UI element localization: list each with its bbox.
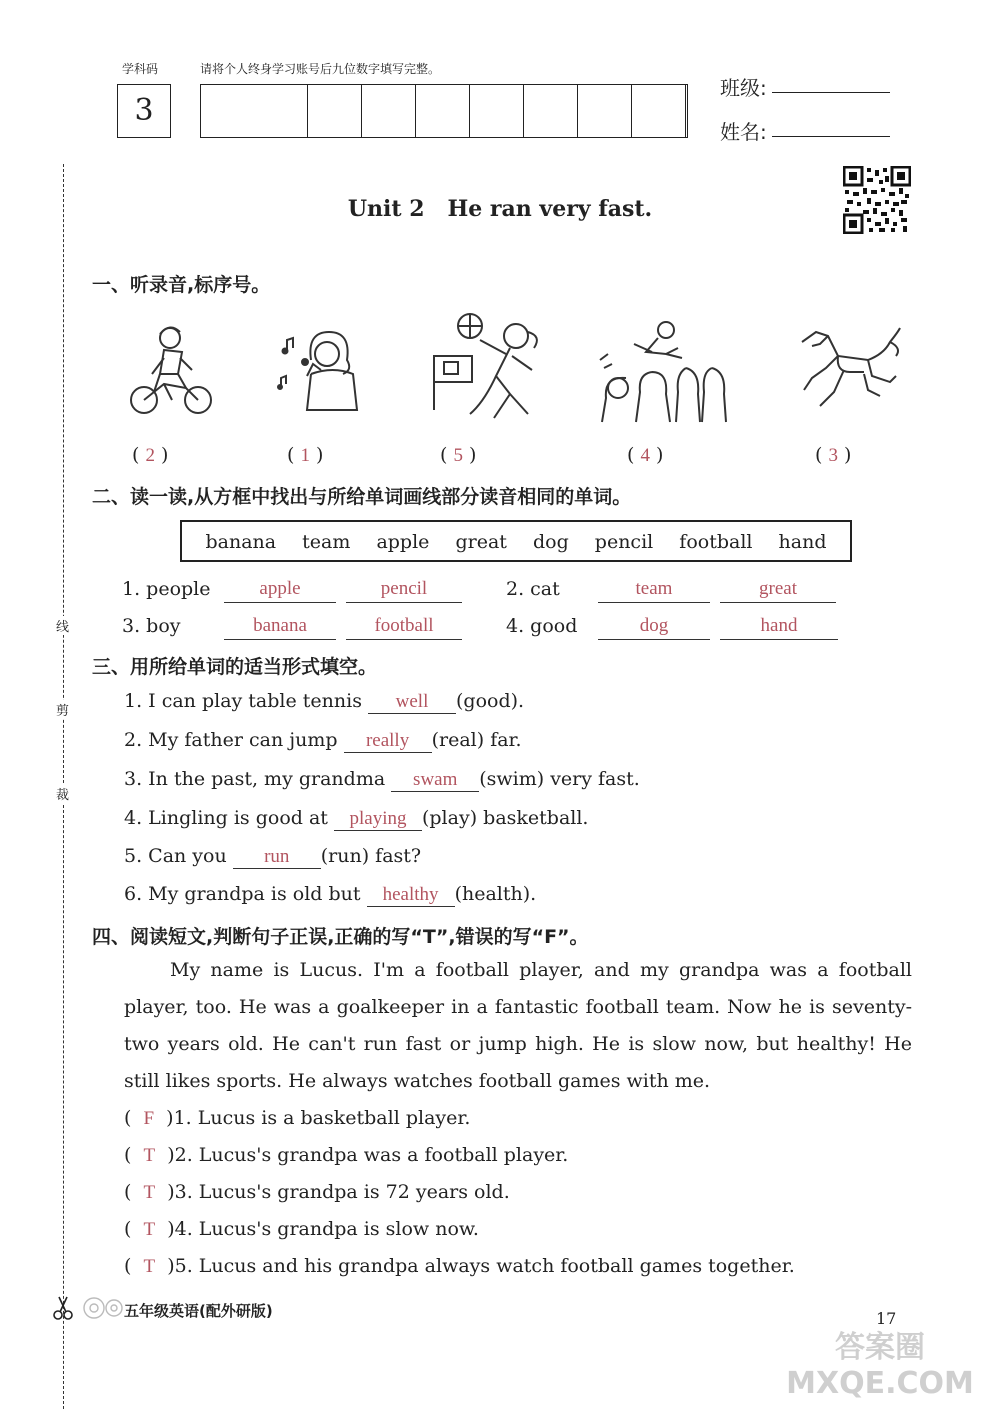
- account-digit-box[interactable]: [362, 84, 416, 138]
- judgement-answer[interactable]: F: [143, 1108, 155, 1129]
- judgement-answer[interactable]: T: [143, 1145, 156, 1166]
- class-field[interactable]: [772, 92, 890, 93]
- fill-item: 4. Lingling is good at playing (play) basketball.: [124, 807, 589, 829]
- fill-answer-field[interactable]: healthy: [367, 884, 455, 907]
- subject-code-label: 学科码: [122, 62, 159, 76]
- fill-answer-field[interactable]: run: [233, 846, 321, 869]
- phonics-answer-field[interactable]: hand: [720, 615, 838, 640]
- judgement-item: ( T )4. Lucus's grandpa is slow now.: [124, 1218, 479, 1240]
- fill-answer-field[interactable]: swam: [391, 769, 479, 792]
- picture-answer: 1: [300, 445, 310, 466]
- monkey-basketball-icon: [430, 310, 546, 426]
- phonics-answer-field[interactable]: banana: [224, 615, 336, 640]
- fill-item: 6. My grandpa is old but healthy (health).: [124, 883, 537, 905]
- subject-code-box: 3: [117, 84, 171, 138]
- picture-answer: 3: [828, 445, 838, 466]
- boy-riding-bike-icon: [124, 322, 218, 418]
- watermark: 答案圈 MXQE.COM: [786, 1330, 974, 1401]
- name-field[interactable]: [772, 136, 890, 137]
- account-digit-box[interactable]: [632, 84, 686, 138]
- fill-item: 2. My father can jump really (real) far.: [124, 729, 522, 751]
- fill-answer-field[interactable]: playing: [334, 808, 422, 831]
- account-digit-box[interactable]: [254, 84, 308, 138]
- phonics-answer-field[interactable]: football: [346, 615, 462, 640]
- word-team: team: [302, 531, 351, 553]
- judgement-item: ( T )3. Lucus's grandpa is 72 years old.: [124, 1181, 510, 1203]
- unit-title: Unit 2 He ran very fast.: [347, 196, 653, 222]
- judgement-item: ( T )5. Lucus and his grandpa always watch football games together.: [124, 1255, 795, 1277]
- picture-answer: 5: [453, 445, 463, 466]
- phonics-answer-field[interactable]: pencil: [346, 578, 462, 603]
- girl-singing-icon: [277, 326, 361, 412]
- page-number: 17: [876, 1309, 897, 1328]
- picture-answer: 2: [145, 445, 155, 466]
- jumping-over-people-icon: [596, 318, 730, 424]
- fill-item: 1. I can play table tennis well (good).: [124, 690, 525, 712]
- section2-heading: 二、读一读,从方框中找出与所给单词画线部分读音相同的单词。: [92, 486, 632, 508]
- phonics-item-label: 2. cat: [506, 578, 560, 600]
- word-hand: hand: [778, 531, 827, 553]
- judgement-item: ( T )2. Lucus's grandpa was a football player.: [124, 1144, 569, 1166]
- picture-answer: 4: [640, 445, 650, 466]
- reading-passage: My name is Lucus. I'm a football player, and my grandpa was a football player, too. He was a goalkeeper in a fantastic football team. Now he is seventy-two years old. He can't run fast or jump high. He is slow now, but healthy! He still likes sports. He always watches football games with me.: [124, 959, 912, 1092]
- fill-item: 3. In the past, my grandma swam (swim) very fast.: [124, 768, 640, 790]
- phonics-answer-field[interactable]: team: [598, 578, 710, 603]
- account-instruction: 请将个人终身学习账号后九位数字填写完整。: [200, 62, 441, 76]
- word-dog: dog: [532, 531, 569, 553]
- cut-line-char: 裁: [56, 784, 69, 803]
- name-label: 姓名:: [720, 120, 767, 144]
- class-label: 班级:: [720, 76, 767, 100]
- picture-answer-slot: ( 4 ): [627, 444, 664, 466]
- word-banana: banana: [205, 531, 277, 553]
- phonics-item-label: 4. good: [506, 615, 578, 637]
- section1-heading: 一、听录音,标序号。: [92, 274, 271, 296]
- picture-answer-slot: ( 3 ): [815, 444, 852, 466]
- word-apple: apple: [376, 531, 430, 553]
- flower-decoration-icon: [82, 1295, 126, 1321]
- judgement-item: ( F )1. Lucus is a basketball player.: [124, 1107, 471, 1129]
- phonics-answer-field[interactable]: great: [720, 578, 836, 603]
- account-digit-box[interactable]: [524, 84, 578, 138]
- word-pencil: pencil: [594, 531, 654, 553]
- account-digit-box[interactable]: [578, 84, 632, 138]
- picture-answer-slot: ( 1 ): [287, 444, 324, 466]
- section3-heading: 三、用所给单词的适当形式填空。: [92, 656, 378, 678]
- account-digit-box[interactable]: [470, 84, 524, 138]
- section4-heading: 四、阅读短文,判断句子正误,正确的写“T”,错误的写“F”。: [92, 926, 589, 948]
- fill-answer-field[interactable]: really: [344, 730, 432, 753]
- phonics-item-label: 1. people: [122, 578, 211, 600]
- word-box: [180, 520, 852, 562]
- judgement-answer[interactable]: T: [143, 1256, 156, 1277]
- account-digit-box[interactable]: [416, 84, 470, 138]
- judgement-answer[interactable]: T: [143, 1182, 156, 1203]
- fill-item: 5. Can you run (run) fast?: [124, 845, 422, 867]
- account-digit-box[interactable]: [308, 84, 362, 138]
- cut-line-char: 剪: [56, 700, 69, 719]
- fill-answer-field[interactable]: well: [368, 691, 456, 714]
- judgement-answer[interactable]: T: [143, 1219, 156, 1240]
- running-horse-icon: [798, 326, 902, 412]
- picture-answer-slot: ( 5 ): [440, 444, 477, 466]
- scissors-icon: [52, 1296, 74, 1320]
- book-title: 五年级英语(配外研版): [124, 1302, 273, 1320]
- phonics-answer-field[interactable]: dog: [598, 615, 710, 640]
- picture-answer-slot: ( 2 ): [132, 444, 169, 466]
- word-football: football: [679, 531, 753, 553]
- phonics-item-label: 3. boy: [122, 615, 181, 637]
- cut-line-char: 线: [56, 616, 69, 635]
- word-great: great: [455, 531, 507, 553]
- phonics-answer-field[interactable]: apple: [224, 578, 336, 603]
